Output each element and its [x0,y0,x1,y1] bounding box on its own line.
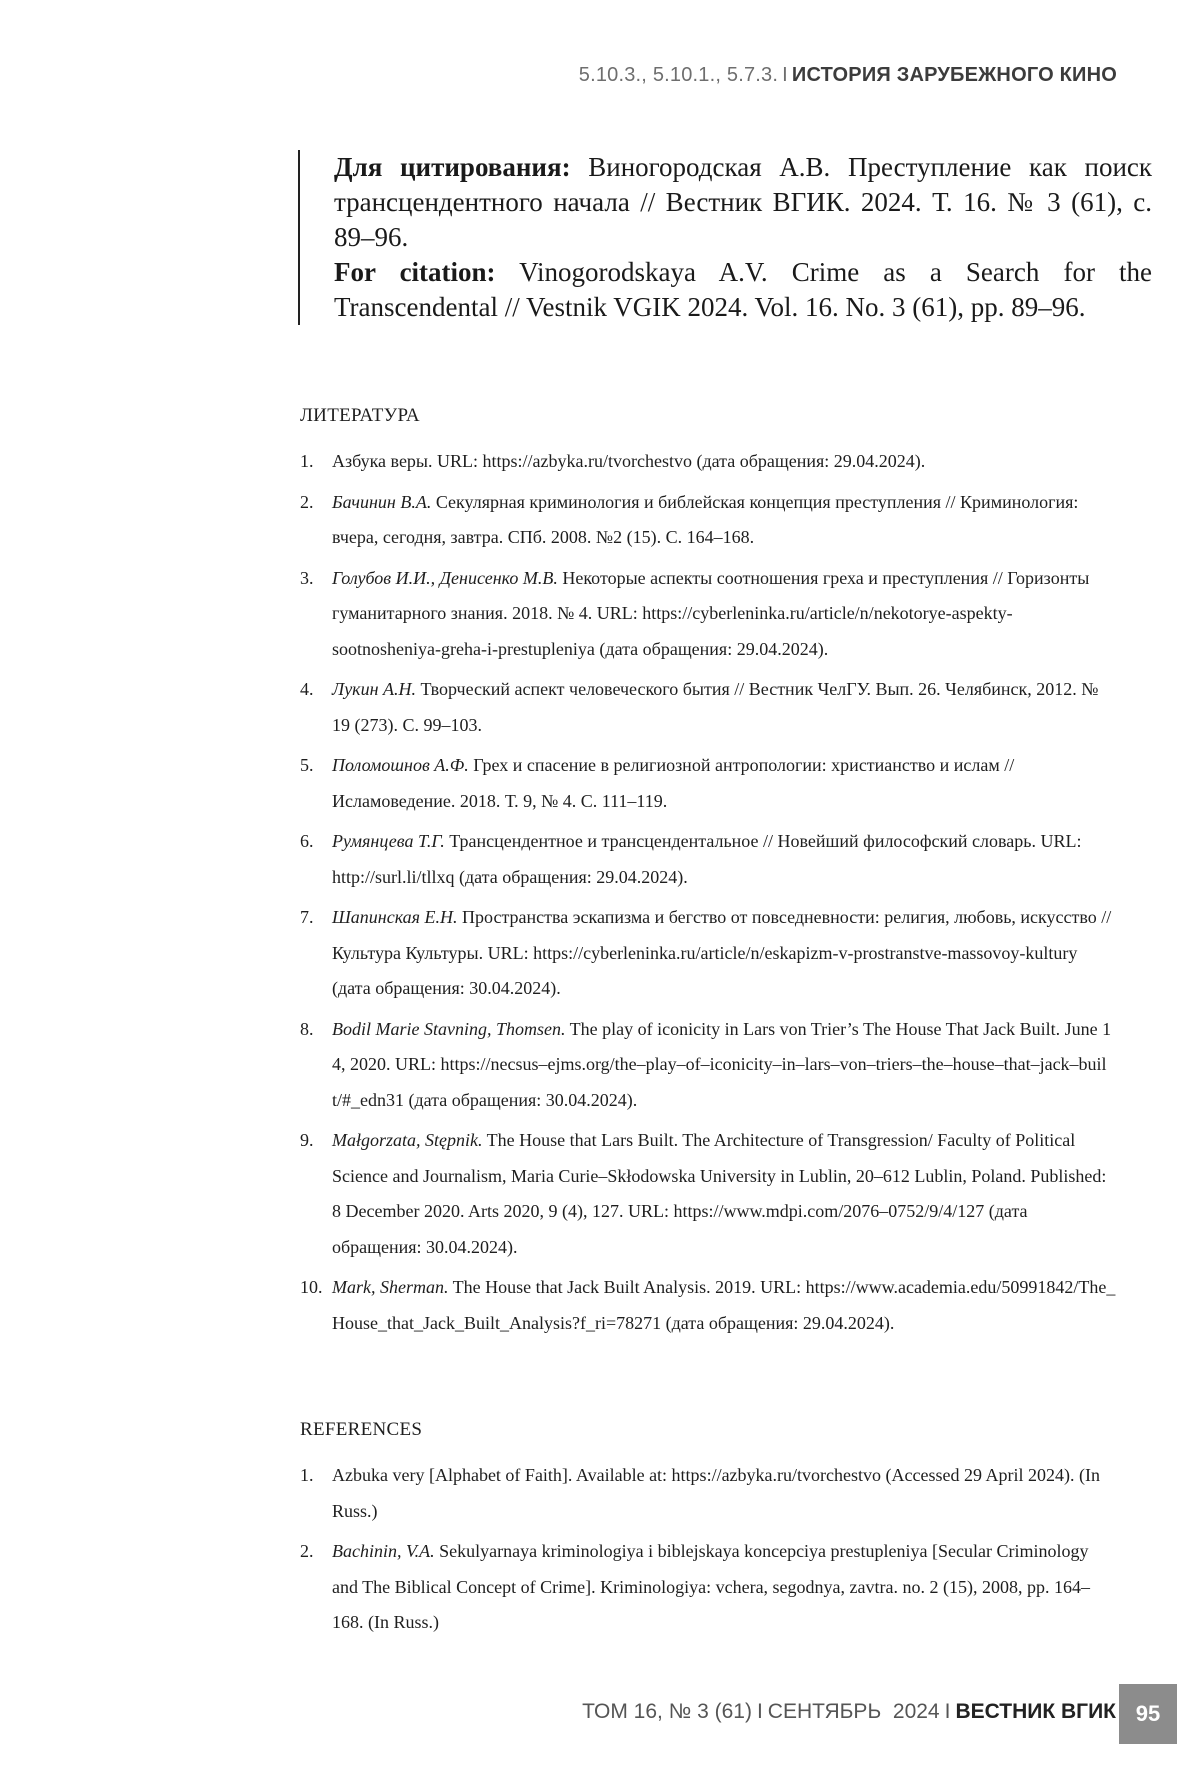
item-author: Голубов И.И., Денисенко М.В. [332,567,558,588]
list-item [300,561,1116,668]
item-text: Трансцендентное и трансцендентальное // Новейший философский словарь. URL: http://surl.li/tllxq (дата обращения: 29.04.2024). [332,831,1082,887]
item-author: Шапинская Е.Н. [332,907,458,927]
item-text: The House that Jack Built Analysis. 2019. URL: https://www.academia.edu/50991842/The_House_that_Jack_Built_Analysis?f_ri=78271 (дата обращения: 29.04.2024). [332,1277,1116,1333]
item-text: Секулярная криминология и библейская концепция преступления // Криминология: вчера, сегодня, завтра. СПб. 2008. №2 (15). С. 164–168. [332,491,1079,547]
literature-heading: ЛИТЕРАТУРА [300,405,420,426]
footer-journal: ВЕСТНИК ВГИК [955,1700,1116,1723]
running-head [579,64,1117,87]
item-author: Małgorzata, Stępnik. [332,1130,483,1150]
item-text: The play of iconicity in Lars von Trier’s The House That Jack Built. June 14, 2020. URL: https://necsus–ejms.org/the–play–of–iconicity–in–lars–von–triers–the–house–that–jack–built/#_edn31 (дата обращения: 30.04.2024). [332,1018,1112,1110]
item-text: Sekulyarnaya kriminologiya i biblejskaya koncepciya prestupleniya [Secular Criminology and The Biblical Concept of Crime]. Kriminologiya: vchera, segodnya, zavtra. no. 2 (15), 2008, pp. 164–168. (In Russ.) [332,1541,1090,1632]
page-number: 95 [1119,1684,1177,1744]
item-number: 6. [300,831,314,851]
item-number: 10. [300,1277,323,1297]
citation-ru-text: Виногородская А.В. Преступление как поиск трансцендентного начала // Вестник ВГИК. 2024. Т. 16. № 3 (61), с. 89–96. [334,152,1152,252]
item-text: Творческий аспект человеческого бытия // Вестник ЧелГУ. Вып. 26. Челябинск, 2012. № 19 (273). С. 99–103. [332,679,1099,735]
item-author: Mark, Sherman. [332,1277,449,1297]
footer-separator: I [756,1700,763,1723]
item-number: 1. [300,1465,314,1485]
footer [582,1684,1116,1740]
item-text: Пространства эскапизма и бегство от повседневности: религия, любовь, искусство // Культура Культуры. URL: https://cyberleninka.ru/article/n/eskapizm-v-prostranstve-massovoy-kultury (дата обращения: 30.04.2024). [332,907,1112,998]
list-item [300,748,1116,819]
citation-block [298,150,1152,325]
list-item [300,485,1116,556]
footer-date: СЕНТЯБРЬ 2024 [767,1700,940,1723]
list-item [300,1270,1116,1341]
item-author: Румянцева Т.Г. [332,831,445,851]
item-number: 8. [300,1018,314,1039]
list-item [300,1012,1116,1119]
list-item [300,900,1116,1007]
item-number: 5. [300,755,314,775]
item-author: Поломошнов А.Ф. [332,755,469,775]
citation-en-label: For citation: [334,257,496,287]
running-head-separator: I [782,64,788,86]
citation-en [334,255,1152,325]
citation-en-text: Vinogorodskaya A.V. Crime as a Search for the Transcendental // Vestnik VGIK 2024. Vol. 16. No. 3 (61), pp. 89–96. [334,257,1153,322]
running-head-section: ИСТОРИЯ ЗАРУБЕЖНОГО КИНО [791,64,1117,86]
list-item [300,1123,1116,1265]
literature-list [300,444,1116,1341]
item-author: Bachinin, V.A. [332,1541,435,1561]
item-number: 4. [300,679,314,699]
citation-ru-label: Для цитирования: [334,152,571,182]
item-text: The House that Lars Built. The Architecture of Transgression/ Faculty of Political Science and Journalism, Maria Curie–Skłodowska University in Lublin, 20–612 Lublin, Poland. Published: 8 December 2020. Arts 2020, 9 (4), 127. URL: https://www.mdpi.com/2076–0752/9/4/127 (дата обращения: 30.04.2024). [332,1130,1107,1257]
references-list [300,1458,1116,1641]
list-item [300,444,1116,480]
running-head-codes: 5.10.3., 5.10.1., 5.7.3. [578,64,779,86]
item-author: Лукин А.Н. [332,679,417,699]
item-text: Azbuka very [Alphabet of Faith]. Available at: https://azbyka.ru/tvorchestvo (Accessed 29 April 2024). (In Russ.) [332,1465,1100,1521]
list-item [300,1458,1116,1529]
item-number: 1. [300,451,314,471]
item-text: Некоторые аспекты соотношения греха и преступления // Горизонты гуманитарного знания. 2018. № 4. URL: https://cyberleninka.ru/article/n/nekotorye-aspekty-sootnosheniya-greha-i-prestupleniya (дата обращения: 29.04.2024). [332,567,1090,659]
list-item [300,824,1116,895]
item-number: 3. [300,567,314,588]
references-heading: REFERENCES [300,1419,423,1440]
item-number: 7. [300,907,314,927]
citation-ru [334,150,1152,255]
item-number: 2. [300,491,314,512]
footer-issue: ТОМ 16, № 3 (61) [582,1700,752,1723]
item-number: 9. [300,1130,314,1150]
item-text: Грех и спасение в религиозной антропологии: христианство и ислам // Исламоведение. 2018. Т. 9, № 4. С. 111–119. [332,755,1015,811]
references-section [300,1418,1116,1646]
item-author: Bodil Marie Stavning, Thomsen. [332,1018,566,1039]
item-number: 2. [300,1541,314,1561]
list-item [300,672,1116,743]
list-item [300,1534,1116,1641]
item-author: Бачинин В.А. [332,491,432,512]
literature-section [300,404,1116,1346]
footer-separator: I [944,1700,951,1723]
item-text: Азбука веры. URL: https://azbyka.ru/tvorchestvo (дата обращения: 29.04.2024). [332,451,926,471]
